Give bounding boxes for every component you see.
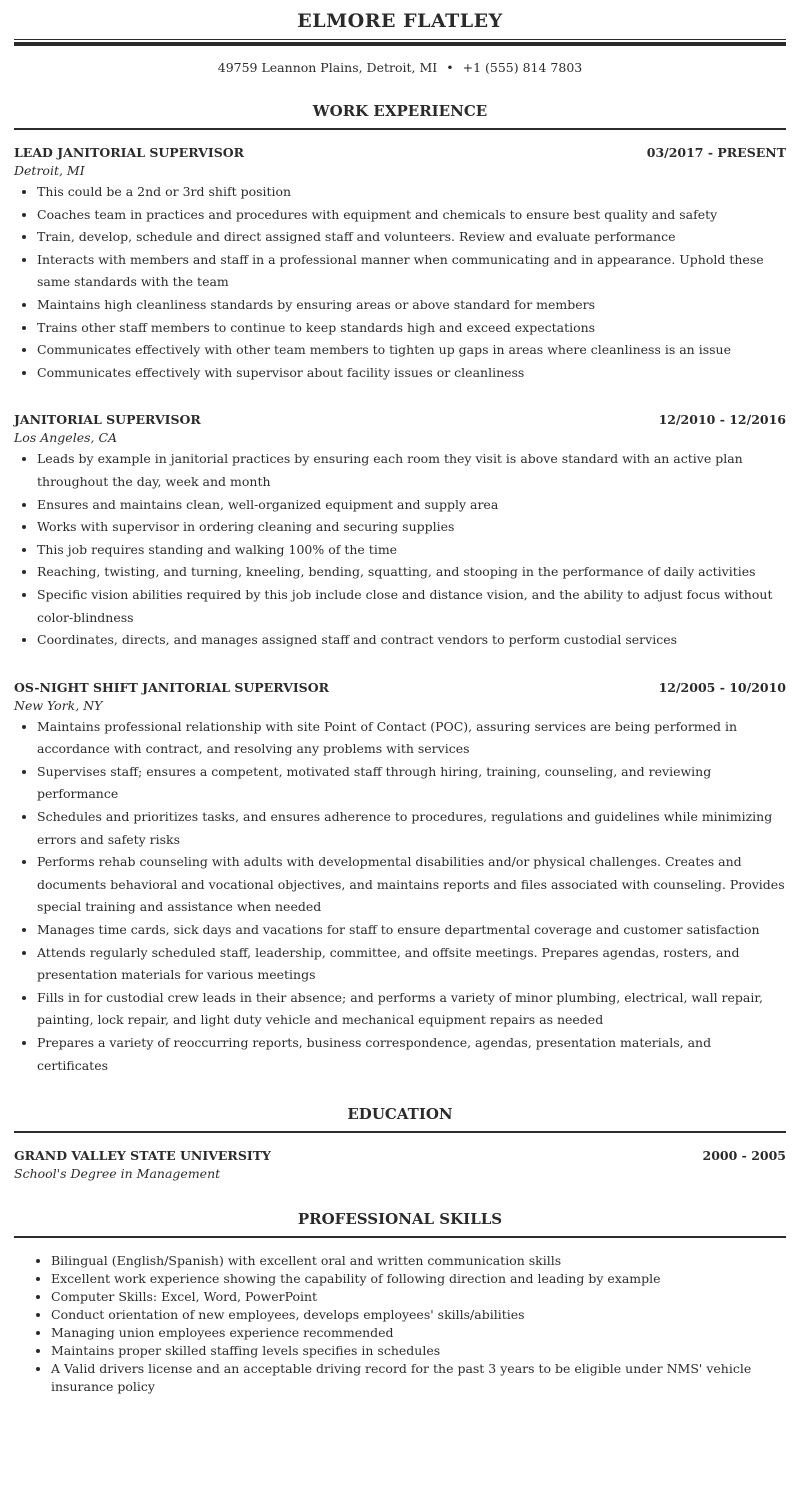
job-dates: 03/2017 - PRESENT xyxy=(646,145,786,160)
job-header xyxy=(14,144,786,162)
header-divider-thin xyxy=(14,39,786,40)
skill-item: • Conduct orientation of new employees, develops employees' skills/abilities xyxy=(51,1306,786,1324)
job-bullet: • Maintains professional relationship with site Point of Contact (POC), assuring services are being performed in accordance with contract, and resolving any problems with services xyxy=(37,716,786,761)
job-bullet: • Supervises staff; ensures a competent, motivated staff through hiring, training, counseling, and reviewing performance xyxy=(37,761,786,806)
job-title: LEAD JANITORIAL SUPERVISOR xyxy=(14,145,245,160)
education-header xyxy=(14,1147,786,1165)
job-bullet: • Coaches team in practices and procedures with equipment and chemicals to ensure best quality and safety xyxy=(37,204,786,227)
job-bullet: • Trains other staff members to continue to keep standards high and exceed expectations xyxy=(37,317,786,340)
job-bullet: • This job requires standing and walking 100% of the time xyxy=(37,539,786,562)
job-bullet: • Communicates effectively with other team members to tighten up gaps in areas where cleanliness is an issue xyxy=(37,339,786,362)
job-bullet: • Coordinates, directs, and manages assigned staff and contract vendors to perform custodial services xyxy=(37,629,786,652)
skill-item: • Maintains proper skilled staffing levels specifies in schedules xyxy=(51,1342,786,1360)
job-entry xyxy=(14,679,786,1078)
job-bullet: • Performs rehab counseling with adults with developmental disabilities and/or physical challenges. Creates and documents behavioral and vocational objectives, and maintains reports and files associated with counseling. Provides special training and assistance when needed xyxy=(37,851,786,919)
work-experience-heading: WORK EXPERIENCE xyxy=(312,102,488,120)
education-heading: EDUCATION xyxy=(347,1105,453,1124)
job-bullet: • Specific vision abilities required by this job include close and distance vision, and the ability to adjust focus without color-blindness xyxy=(37,584,786,629)
section-divider xyxy=(14,128,786,130)
section-divider xyxy=(14,1131,786,1133)
degree: School's Degree in Management xyxy=(14,1166,221,1182)
education-entry xyxy=(14,1147,786,1183)
job-entry xyxy=(14,411,786,651)
job-bullet: • Works with supervisor in ordering cleaning and securing supplies xyxy=(37,516,786,539)
job-dates: 12/2010 - 12/2016 xyxy=(658,412,786,428)
education-section xyxy=(14,1104,786,1183)
education-dates: 2000 - 2005 xyxy=(702,1148,786,1164)
job-bullets xyxy=(14,716,786,1078)
job-bullet: • Attends regularly scheduled staff, leadership, committee, and offsite meetings. Prepares agendas, rosters, and presentation materials for various meetings xyxy=(37,942,786,987)
job-dates: 12/2005 - 10/2010 xyxy=(658,679,786,695)
job-bullet: • Prepares a variety of reoccurring reports, business correspondence, agendas, presentation materials, and certificates xyxy=(37,1032,786,1077)
job-location: Los Angeles, CA xyxy=(14,430,118,446)
candidate-name: ELMORE FLATLEY xyxy=(297,10,503,32)
skill-item: • Bilingual (English/Spanish) with excellent oral and written communication skills xyxy=(51,1252,786,1270)
skills-section xyxy=(14,1209,786,1395)
contact-phone: +1 (555) 814 7803 xyxy=(462,60,583,75)
job-bullet: • Ensures and maintains clean, well-organized equipment and supply area xyxy=(37,494,786,517)
skill-item: • Managing union employees experience recommended xyxy=(51,1324,786,1342)
job-header xyxy=(14,679,786,697)
job-bullet: • Interacts with members and staff in a professional manner when communicating and in appearance. Uphold these same standards with the team xyxy=(37,249,786,294)
contact-line xyxy=(14,59,786,77)
job-bullet: • Reaching, twisting, and turning, kneeling, bending, squatting, and stooping in the performance of daily activities xyxy=(37,561,786,584)
job-title: OS-NIGHT SHIFT JANITORIAL SUPERVISOR xyxy=(14,679,329,695)
skill-item: • A Valid drivers license and an acceptable driving record for the past 3 years to be eligible under NMS' vehicle insurance policy xyxy=(51,1360,786,1396)
resume-header xyxy=(14,0,786,77)
job-bullet: • Fills in for custodial crew leads in their absence; and performs a variety of minor plumbing, electrical, wall repair, painting, lock repair, and light duty vehicle and mechanical equipment repairs as needed xyxy=(37,987,786,1032)
job-location: New York, NY xyxy=(14,697,103,713)
skills-heading: PROFESSIONAL SKILLS xyxy=(297,1210,503,1229)
job-bullet: • Manages time cards, sick days and vacations for staff to ensure departmental coverage and customer satisfaction xyxy=(37,919,786,942)
resume-page xyxy=(14,0,786,1395)
contact-address: 49759 Leannon Plains, Detroit, MI xyxy=(217,60,438,75)
section-divider xyxy=(14,1236,786,1238)
contact-separator: • xyxy=(446,60,454,75)
skills-list xyxy=(14,1252,786,1395)
job-bullet: • Maintains high cleanliness standards by ensuring areas or above standard for members xyxy=(37,294,786,317)
job-entry xyxy=(14,144,786,384)
job-header xyxy=(14,411,786,429)
job-bullets xyxy=(14,448,786,651)
header-divider-thick xyxy=(14,42,786,46)
job-bullet: • This could be a 2nd or 3rd shift position xyxy=(37,181,786,204)
job-title: JANITORIAL SUPERVISOR xyxy=(14,412,201,428)
job-bullets xyxy=(14,181,786,384)
job-location: Detroit, MI xyxy=(14,163,85,178)
job-bullet: • Communicates effectively with supervisor about facility issues or cleanliness xyxy=(37,362,786,385)
skill-item: • Computer Skills: Excel, Word, PowerPoint xyxy=(51,1288,786,1306)
school-name: GRAND VALLEY STATE UNIVERSITY xyxy=(14,1148,271,1164)
job-bullet: • Leads by example in janitorial practices by ensuring each room they visit is above standard with an active plan throughout the day, week and month xyxy=(37,448,786,493)
job-bullet: • Schedules and prioritizes tasks, and ensures adherence to procedures, regulations and guidelines while minimizing errors and safety risks xyxy=(37,806,786,851)
work-experience-section xyxy=(14,101,786,1077)
skill-item: • Excellent work experience showing the capability of following direction and leading by example xyxy=(51,1270,786,1288)
job-bullet: • Train, develop, schedule and direct assigned staff and volunteers. Review and evaluate performance xyxy=(37,226,786,249)
